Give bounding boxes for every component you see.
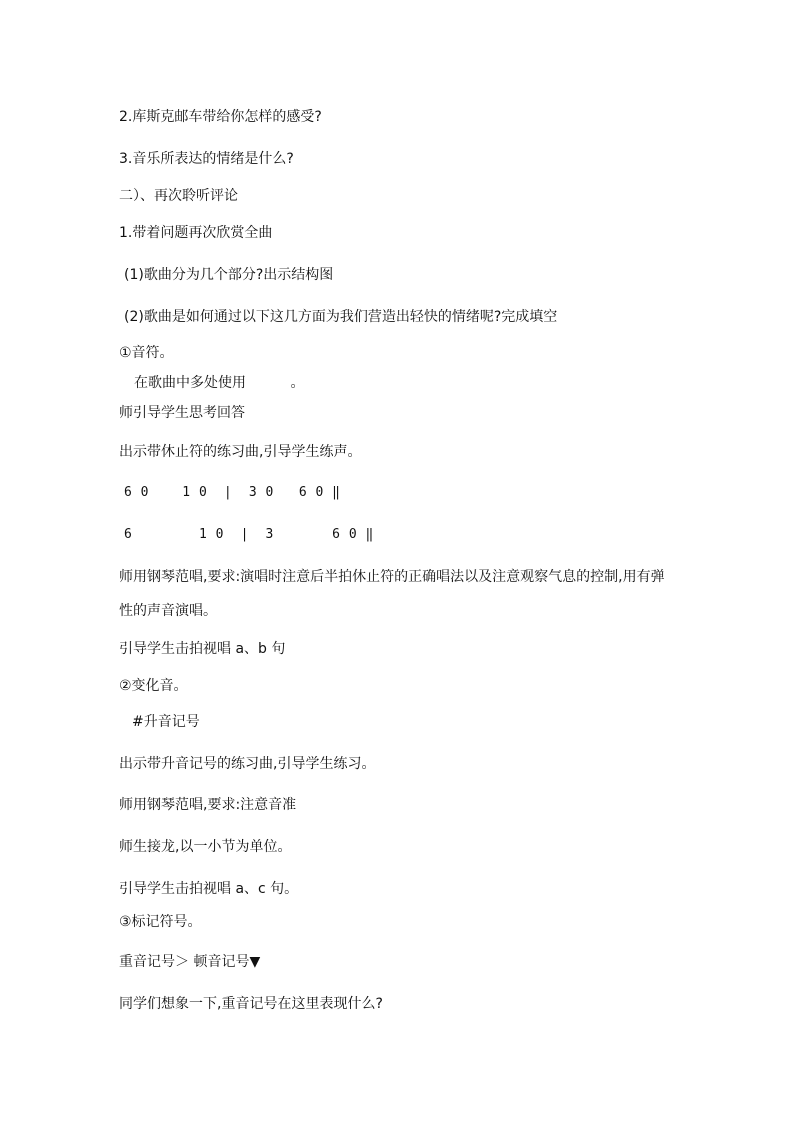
score-line-1: 6 0 1 0 | 3 0 6 0 ‖ bbox=[124, 485, 341, 500]
piano-demo-2: 师用钢琴范唱,要求:注意音准 bbox=[119, 797, 297, 813]
item-notes: ①音符。 bbox=[119, 345, 174, 361]
relay-practice: 师生接龙,以一小节为单位。 bbox=[119, 839, 292, 855]
item-symbols: ③标记符号。 bbox=[119, 914, 202, 930]
symbol-list: 重音记号＞ 顿音记号▼ bbox=[119, 954, 261, 970]
sight-sing-ac: 引导学生击拍视唱 a、c 句。 bbox=[119, 881, 299, 897]
fill-blank: 在歌曲中多处使用 。 bbox=[134, 375, 305, 391]
teacher-guide: 师引导学生思考回答 bbox=[119, 405, 245, 421]
accent-question: 同学们想象一下,重音记号在这里表现什么? bbox=[119, 996, 383, 1012]
section-heading: 二）、再次聆听评论 bbox=[119, 188, 238, 204]
rest-exercise: 出示带休止符的练习曲,引导学生练声。 bbox=[119, 444, 362, 460]
sharp-sign: #升音记号 bbox=[132, 714, 200, 730]
question-3: 3.音乐所表达的情绪是什么? bbox=[119, 151, 294, 167]
piano-demo-1-cont: 性的声音演唱。 bbox=[119, 603, 217, 619]
step-1: 1.带着问题再次欣赏全曲 bbox=[119, 225, 273, 241]
score-line-2: 6 1 0 | 3 6 0 ‖ bbox=[124, 527, 374, 542]
sharp-exercise: 出示带升音记号的练习曲,引导学生练习。 bbox=[119, 756, 376, 772]
item-accidental: ②变化音。 bbox=[119, 678, 188, 694]
piano-demo-1: 师用钢琴范唱,要求:演唱时注意后半拍休止符的正确唱法以及注意观察气息的控制,用有弹 bbox=[119, 569, 665, 585]
sight-sing-ab: 引导学生击拍视唱 a、b 句 bbox=[119, 641, 286, 657]
question-2: 2.库斯克邮车带给你怎样的感受? bbox=[119, 109, 322, 125]
sub-question-1: (1)歌曲分为几个部分?出示结构图 bbox=[124, 267, 334, 283]
sub-question-2: (2)歌曲是如何通过以下这几方面为我们营造出轻快的情绪呢?完成填空 bbox=[124, 309, 558, 325]
